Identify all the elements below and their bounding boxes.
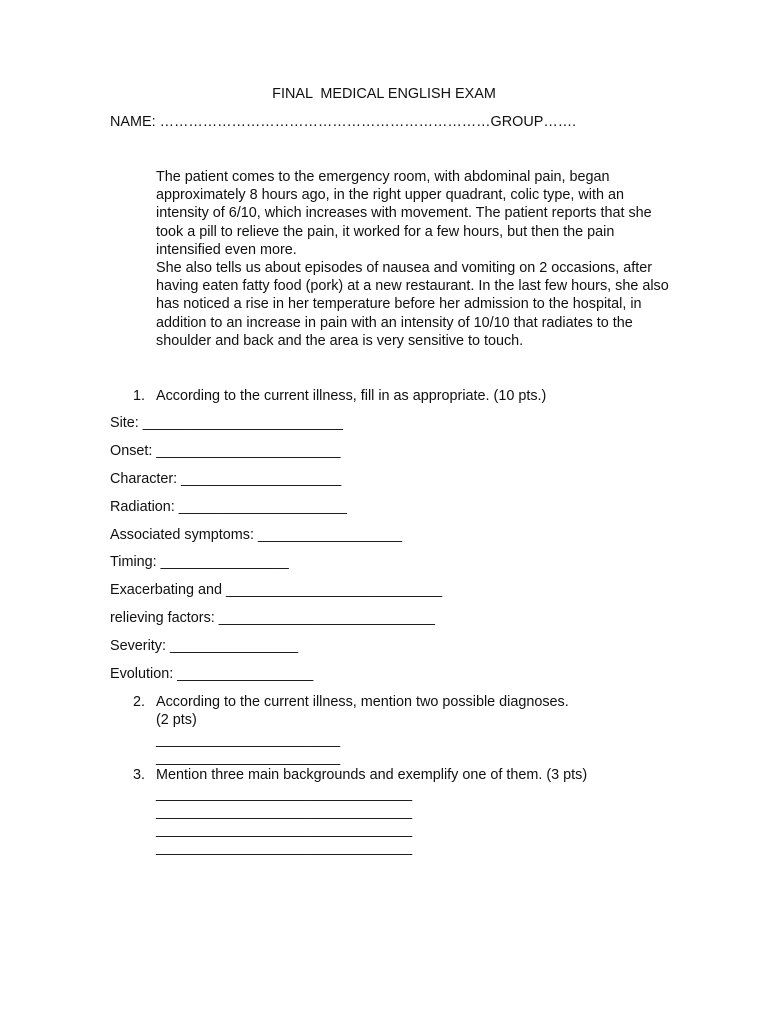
field-site[interactable]: Site: _________________________: [110, 415, 343, 431]
field-severity[interactable]: Severity: ________________: [110, 638, 299, 654]
field-onset[interactable]: Onset: _______________________: [110, 443, 341, 459]
name-group-line[interactable]: NAME: ……………………………………………………………GROUP…….: [110, 114, 577, 130]
q3-answer-line[interactable]: ________________________________: [156, 840, 413, 856]
question-2-points: (2 pts): [156, 712, 197, 728]
question-2-number: 2.: [133, 694, 146, 710]
question-1-number: 1.: [133, 388, 146, 404]
q2-answer-line[interactable]: _______________________: [156, 732, 341, 748]
field-associated-symptoms[interactable]: Associated symptoms: __________________: [110, 527, 403, 543]
case-paragraph-2: She also tells us about episodes of nausea and vomiting on 2 occasions, after having eaten fatty food (pork) at a new restaurant. In the last few hours, she also has noticed a rise in her temperature before her admission to the hospital, in addition to an increase in pain with an intensity of 10/10 that radiates to the shoulder and back and the area is very sensitive to touch.: [156, 260, 669, 349]
field-relieving-factors[interactable]: relieving factors: ___________________________: [110, 610, 435, 626]
field-exacerbating[interactable]: Exacerbating and ___________________________: [110, 582, 443, 598]
field-radiation[interactable]: Radiation: _____________________: [110, 499, 347, 515]
field-timing[interactable]: Timing: ________________: [110, 554, 289, 570]
question-3-number: 3.: [133, 767, 146, 783]
q3-answer-line[interactable]: ________________________________: [156, 786, 413, 802]
q2-answer-line[interactable]: _______________________: [156, 750, 341, 766]
field-character[interactable]: Character: ____________________: [110, 471, 342, 487]
field-evolution[interactable]: Evolution: _________________: [110, 666, 314, 682]
case-description: [156, 168, 676, 350]
question-1-text: According to the current illness, fill in as appropriate. (10 pts.): [156, 388, 547, 404]
question-2-text: According to the current illness, mention two possible diagnoses.: [156, 694, 569, 710]
exam-title: FINAL MEDICAL ENGLISH EXAM: [272, 86, 496, 102]
q3-answer-line[interactable]: ________________________________: [156, 804, 413, 820]
q3-answer-line[interactable]: ________________________________: [156, 822, 413, 838]
question-3-text: Mention three main backgrounds and exemplify one of them. (3 pts): [156, 767, 588, 783]
case-paragraph-1: The patient comes to the emergency room, with abdominal pain, began approximately 8 hours ago, in the right upper quadrant, colic type, with an intensity of 6/10, which increases with movement. The patient reports that she took a pill to relieve the pain, it worked for a few hours, but then the pain intensified even more.: [156, 169, 652, 258]
